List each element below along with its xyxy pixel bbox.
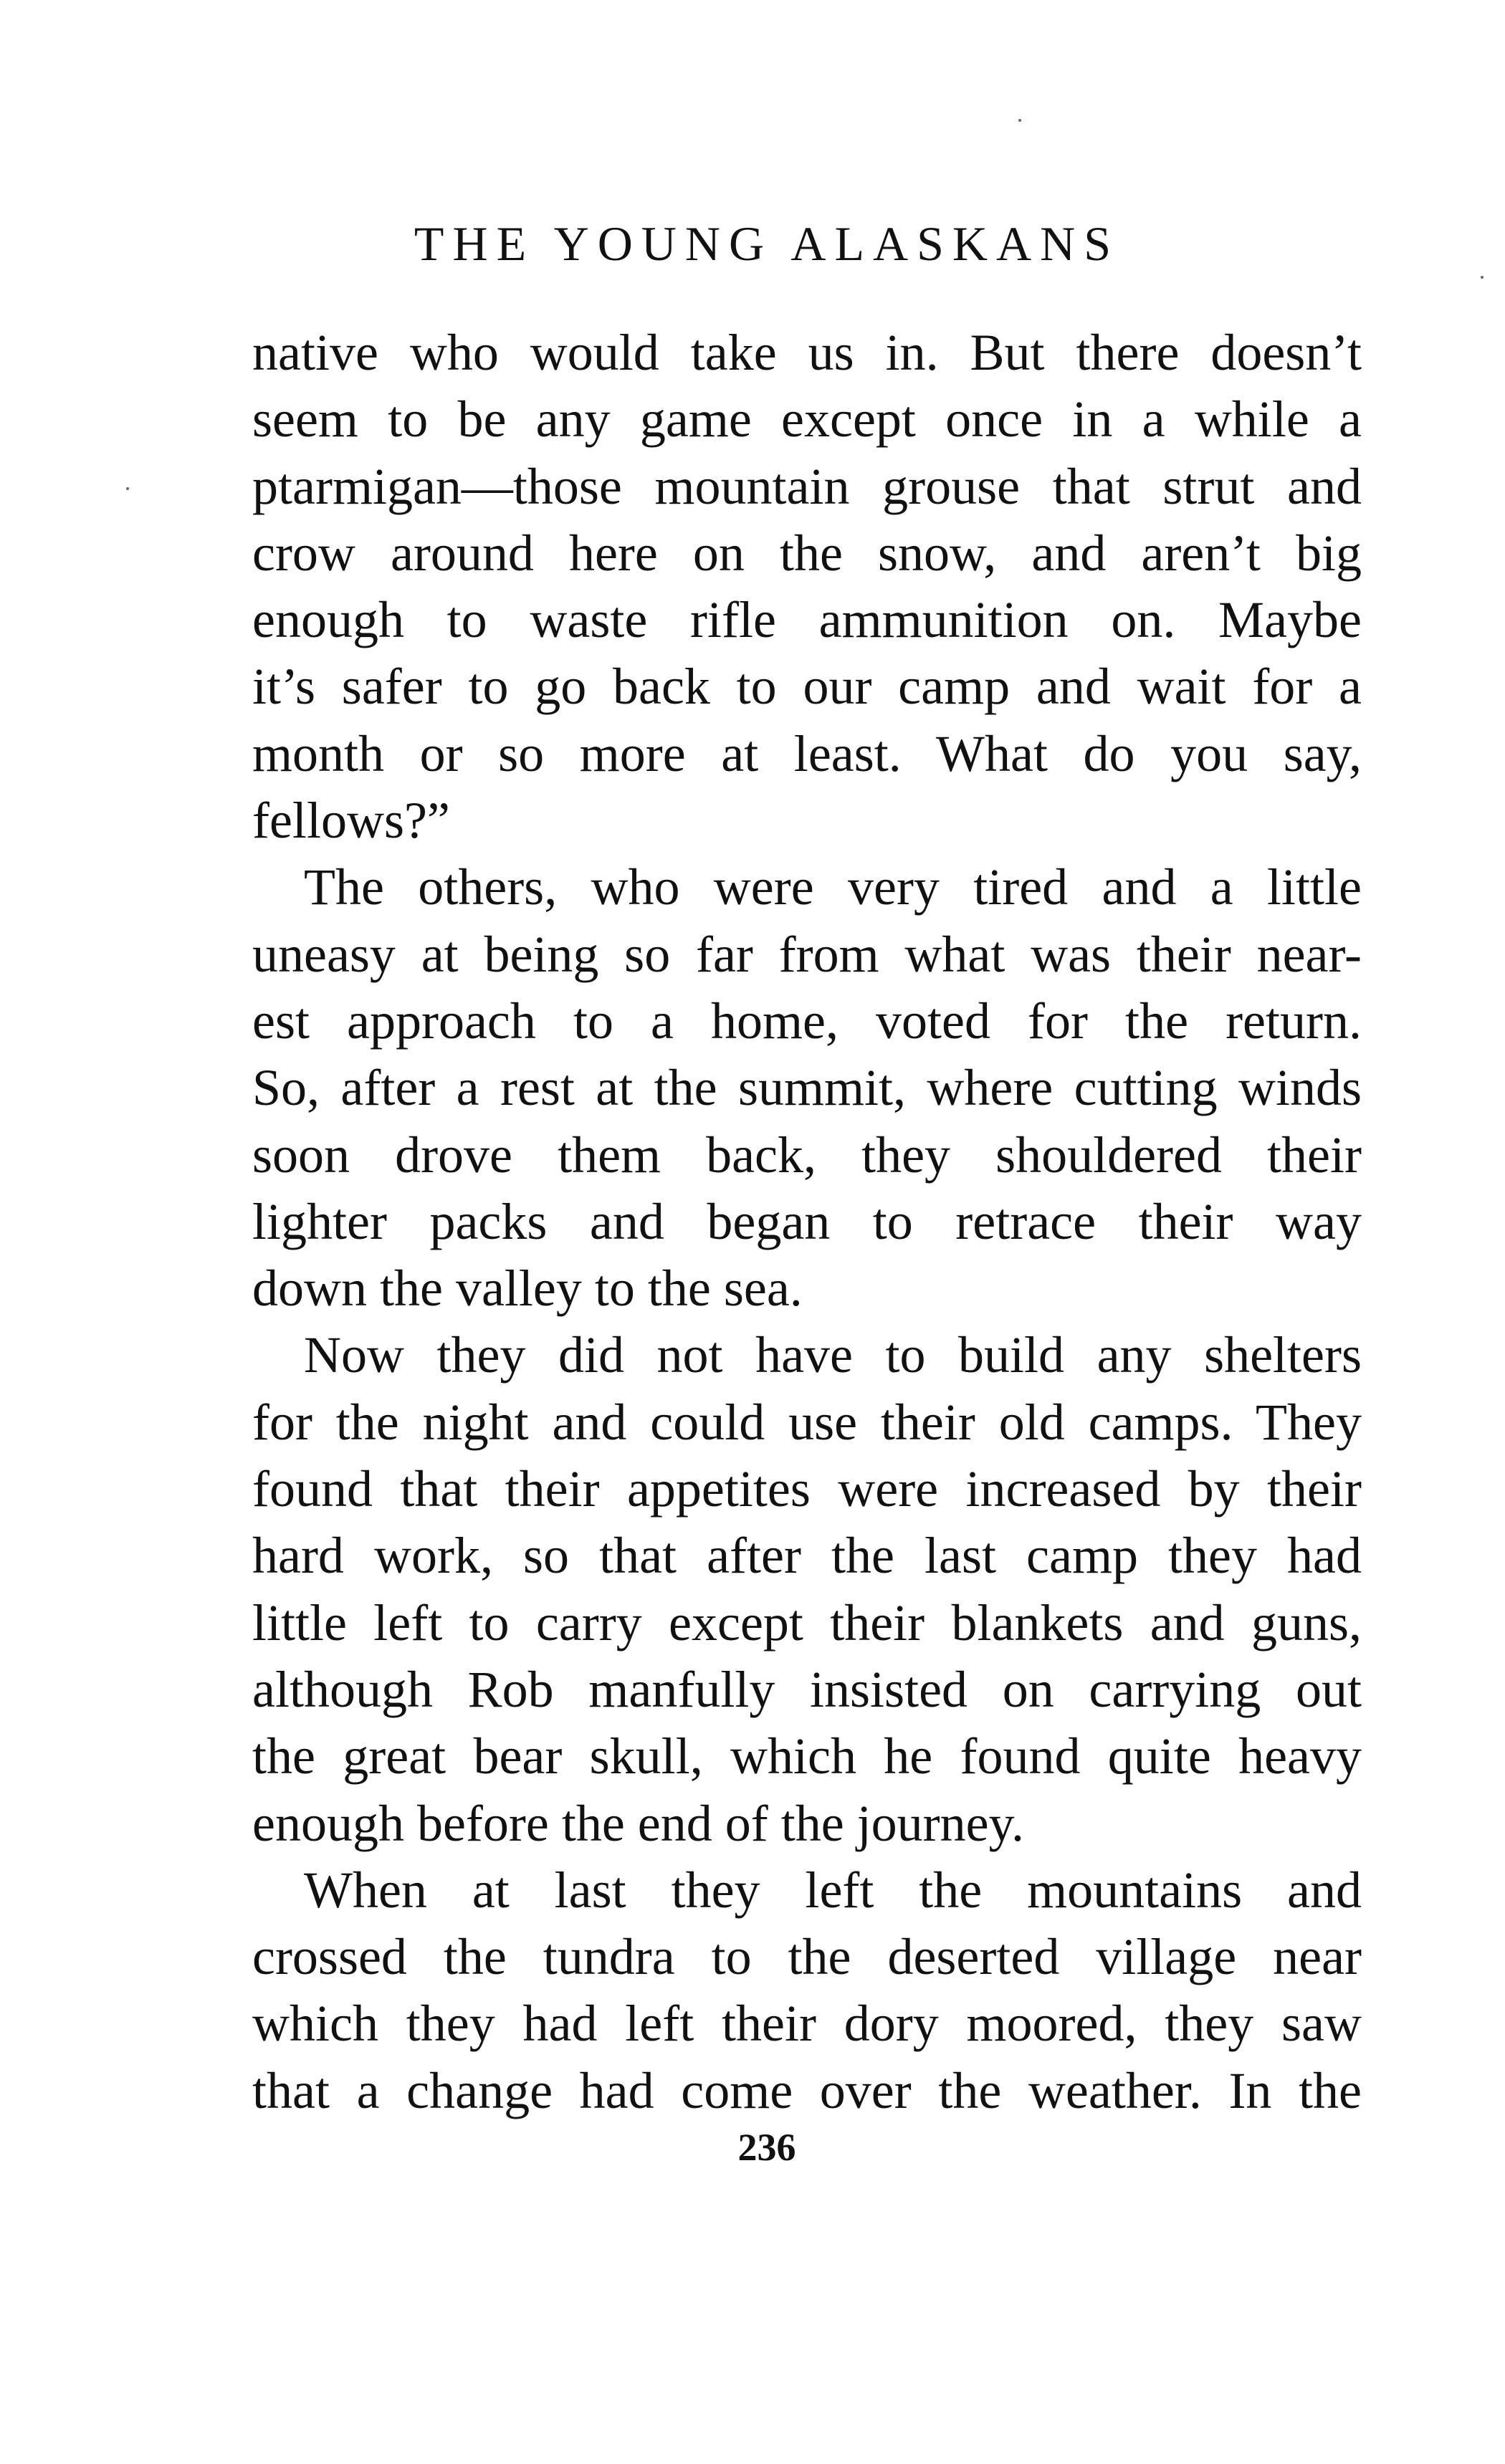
page-speck — [1018, 119, 1021, 122]
text-line: month or so more at least. What do you say, — [252, 724, 1362, 782]
text-line: which they had left their dory moored, they saw — [252, 1995, 1362, 2053]
text-line: uneasy at being so far from what was their near- — [252, 925, 1362, 983]
text-line: fellows?” — [252, 792, 450, 850]
text-line: it’s safer to go back to our camp and wait for a — [252, 658, 1362, 716]
text-line: crow around here on the snow, and aren’t big — [252, 524, 1362, 582]
text-line: enough before the end of the journey. — [252, 1794, 1024, 1852]
paragraph-first-line: When at last they left the mountains and — [304, 1861, 1362, 1919]
text-line: So, after a rest at the summit, where cutting winds — [252, 1059, 1362, 1117]
page-speck — [126, 487, 129, 490]
text-line: ptarmigan—those mountain grouse that strut and — [252, 457, 1362, 515]
text-line: little left to carry except their blankets and guns, — [252, 1593, 1362, 1652]
text-line: for the night and could use their old camps. They — [252, 1393, 1362, 1451]
text-line: lighter packs and began to retrace their way — [252, 1192, 1362, 1250]
text-line: the great bear skull, which he found quite heavy — [252, 1727, 1362, 1785]
text-line: seem to be any game except once in a while a — [252, 390, 1362, 449]
text-line: native who would take us in. But there doesn’t — [252, 324, 1362, 381]
text-line: found that their appetites were increased by their — [252, 1460, 1362, 1518]
text-line: although Rob manfully insisted on carrying out — [252, 1660, 1362, 1718]
paragraph-first-line: Now they did not have to build any shelters — [304, 1326, 1362, 1384]
page-speck — [1481, 276, 1484, 279]
running-head: THE YOUNG ALASKANS — [414, 216, 1120, 271]
text-line: enough to waste rifle ammunition on. Maybe — [252, 591, 1362, 649]
text-line: est approach to a home, voted for the return. — [252, 992, 1362, 1050]
text-line: hard work, so that after the last camp they had — [252, 1527, 1362, 1585]
text-line: that a change had come over the weather. In the — [252, 2061, 1362, 2119]
text-line: crossed the tundra to the deserted village near — [252, 1928, 1362, 1986]
text-line: soon drove them back, they shouldered their — [252, 1126, 1362, 1184]
text-line: down the valley to the sea. — [252, 1260, 803, 1318]
body-text — [252, 320, 1362, 2124]
page-number: 236 — [737, 2126, 796, 2169]
paragraph-first-line: The others, who were very tired and a little — [304, 858, 1362, 916]
